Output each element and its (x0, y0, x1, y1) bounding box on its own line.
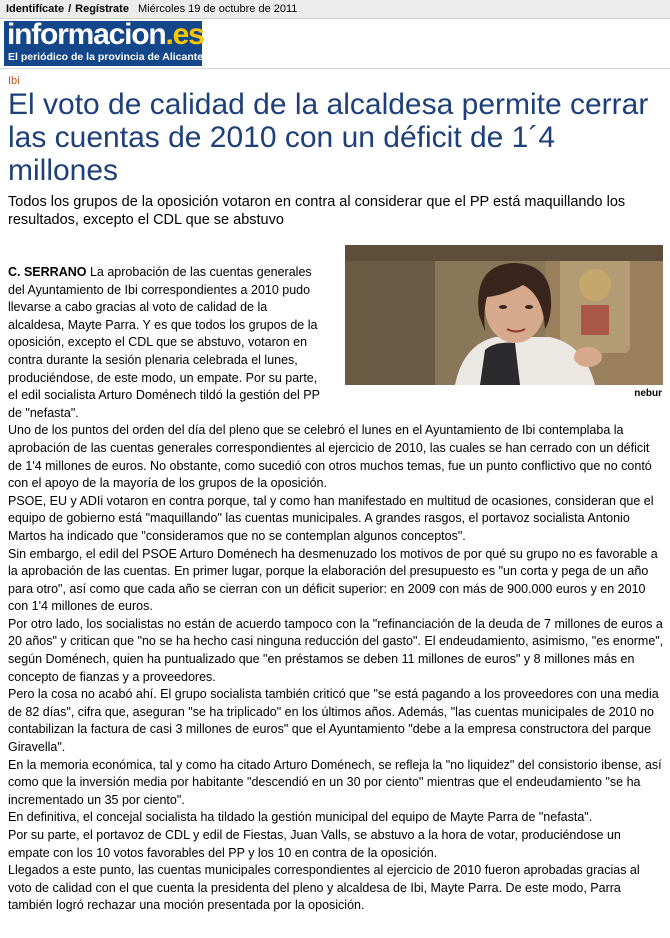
body-paragraph: En la memoria económica, tal y como ha citado Arturo Doménech, se refleja la "no liquidez" del consistorio ibense, así como que la inversión media por habitante "descendió en un 30 por ciento" mientras que el endeudamiento "se ha incrementado un 35 por ciento". (8, 757, 662, 807)
logo-tagline: El periódico de la provincia de Alicante (8, 51, 204, 63)
body-paragraph: PSOE, EU y ADIi votaron en contra porque, tal y como han manifestado en multitud de ocasiones, consideran que el equipo de gobierno está "maquillando" las cuentas municipales. A grandes rasgos, el portavoz socialista Antonio Martos ha indicado que "consideramos que no se contemplan algunos conceptos". (8, 493, 654, 543)
photo-credit: nebur (634, 388, 662, 399)
masthead (0, 19, 670, 69)
body-paragraph: Sin embargo, el edil del PSOE Arturo Doménech ha desmenuzado los motivos de por qué su grupo no es favorable a la aprobación de las cuentas. En primer lugar, porque la elaboración del presupuesto es "un corta y pega de un año para otro", así como que cada año se cierran con un déficit superior: en 2009 con más de 900.000 euros y en 2010 con 1'4 millones de euros. (8, 546, 658, 614)
body-paragraph: Uno de los puntos del orden del día del pleno que se celebró el lunes en el Ayuntamiento de Ibi contemplaba la aprobación de las cuentas generales correspondientes al ejercicio de 2010, las cuales se han cerrado con un déficit de 1'4 millones de euros. No obstante, como sucedió con otros muchos temas, fue un punto conflictivo que no contó con el apoyo de la mayoría de los grupos de la oposición. (8, 423, 652, 491)
top-bar (0, 0, 670, 19)
lead-text: La aprobación de las cuentas generales del Ayuntamiento de Ibi correspondientes a 2010 pudo llevarse a cabo gracias al voto de calidad de la alcaldesa, Mayte Parra. Y es que todos los grupos de la oposición, excepto el CDL que se abstuvo, votaron en contra durante la sesión plenaria celebrada el lunes, produciéndose, de este modo, un empate. Por su parte, el edil socialista Arturo Doménech tildó la gestión del PP de "nefasta". (8, 265, 320, 420)
login-link[interactable]: Identifícate (6, 3, 65, 15)
article-headline: El voto de calidad de la alcaldesa permite cerrar las cuentas de 2010 con un déficit de 1´4 millones (8, 88, 649, 187)
body-paragraph: Llegados a este punto, las cuentas municipales correspondientes al ejercicio de 2010 fueron aprobadas gracias al voto de calidad con el que cuenta la presidenta del pleno y alcaldesa de Ibi, Mayte Parra. De este modo, Parra también logró rechazar una moción presentada por la oposición. (8, 863, 640, 913)
link-separator: / (68, 3, 72, 15)
body-paragraph: En definitiva, el concejal socialista ha tildado la gestión municipal del equipo de Mayte Parra de "nefasta". (8, 810, 593, 825)
article-body (8, 264, 664, 915)
site-logo[interactable] (4, 18, 204, 66)
section-link[interactable]: Ibi (8, 75, 20, 87)
body-paragraph: Por otro lado, los socialistas no están de acuerdo tampoco con la "refinanciación de la deuda de 7 millones de euros a 20 años" y critican que "no se ha hecho casi ninguna reducción del gasto". El endeudamiento, asimismo, "es enorme", según Doménech, quien ha puntualizado que "en préstamos se deben 11 millones de euros" y 8 millones más en concepto de fianzas y a proveedores. (8, 616, 664, 684)
body-paragraph: Pero la cosa no acabó ahí. El grupo socialista también criticó que "se está pagando a los proveedores con una media de 82 días", cifra que, aseguran "se ha triplicado" en los últimos años. Además, "las cuentas municipales de 2010 no contabilizan la factura de casi 3 millones de euros" que el Ayuntamiento "debe a la empresa constructora del parque Giravella". (8, 687, 659, 755)
article-subhead: Todos los grupos de la oposición votaron en contra al considerar que el PP está maquillando los resultados, excepto el CDL que se abstuvo (8, 194, 626, 228)
account-links (6, 0, 129, 18)
body-paragraph: Por su parte, el portavoz de CDL y edil de Fiestas, Juan Valls, se abstuvo a la hora de votar, produciéndose un empate con los 10 votos favorables del PP y los 10 en contra de la oposición. (8, 828, 621, 860)
logo-wordmark (7, 18, 204, 52)
logo-tld: .es (165, 18, 204, 51)
register-link[interactable]: Regístrate (75, 3, 129, 15)
current-date: Miércoles 19 de octubre de 2011 (138, 3, 298, 15)
lead-paragraph (8, 264, 322, 422)
logo-name: informacion (7, 18, 166, 51)
author-byline: C. SERRANO (8, 265, 87, 279)
